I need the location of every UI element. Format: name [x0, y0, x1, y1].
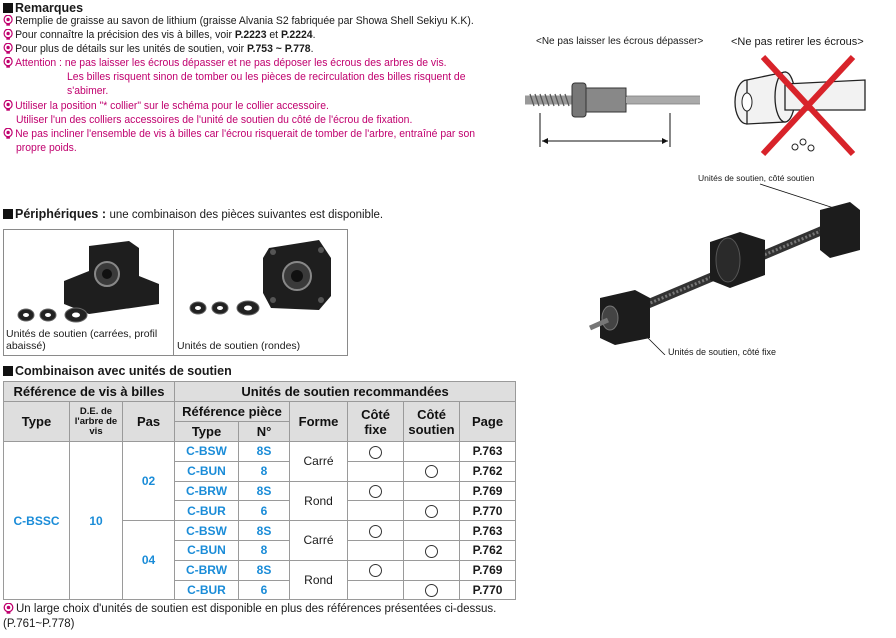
table-row	[4, 442, 516, 462]
part-type-cell: C-BRW	[175, 481, 239, 501]
caption-fixed-side: Unités de soutien, côté fixe	[668, 347, 777, 357]
part-number-cell: 8	[239, 461, 290, 481]
peripheral-round-support	[173, 229, 348, 356]
part-number-cell: 8S	[239, 481, 290, 501]
part-type-cell: C-BUR	[175, 501, 239, 521]
header-number: N°	[239, 422, 290, 442]
support-side-cell	[404, 580, 460, 600]
page-ref-cell: P.763	[460, 521, 516, 541]
header-shape: Forme	[290, 402, 348, 442]
round-support-unit-image	[259, 238, 337, 312]
circle-mark-icon	[425, 584, 438, 597]
support-side-cell	[404, 521, 460, 541]
peripheral-round-label: Unités de soutien (rondes)	[177, 340, 301, 352]
pitch-cell: 04	[123, 521, 175, 600]
part-type-cell: C-BSW	[175, 442, 239, 462]
header-page: Page	[460, 402, 516, 442]
support-side-cell	[404, 442, 460, 462]
screw-od-cell: 10	[70, 442, 123, 600]
page-ref-cell: P.762	[460, 540, 516, 560]
remark-grease: Remplie de graisse au savon de lithium (graisse Alvania S2 fabriquée par Showa Shell Sekiyu K.K).	[3, 15, 474, 29]
part-number-cell: 8S	[239, 560, 290, 580]
remark-attention: Attention : ne pas laisser les écrous dépasser et ne pas déposer les écrous des arbres de vis.	[3, 57, 447, 71]
collar-rings-image	[188, 296, 270, 320]
fixed-side-cell	[348, 481, 404, 501]
footer-pages: (P.761~P.778)	[3, 618, 75, 630]
page-ref-cell: P.763	[460, 442, 516, 462]
part-type-cell: C-BUR	[175, 580, 239, 600]
header-support-side: Côté soutien	[404, 402, 460, 442]
page-ref-cell: P.770	[460, 580, 516, 600]
header-type: Type	[4, 402, 70, 442]
part-type-cell: C-BUN	[175, 461, 239, 481]
part-type-cell: C-BRW	[175, 560, 239, 580]
lightbulb-icon	[3, 29, 13, 40]
circle-mark-icon	[425, 505, 438, 518]
header-ball-screw-ref: Référence de vis à billes	[4, 382, 175, 402]
remark-precision: Pour connaître la précision des vis à billes, voir P.2223 et P.2224.	[3, 29, 315, 43]
support-side-cell	[404, 560, 460, 580]
ball-screw-assembly-illustration	[580, 180, 870, 355]
circle-mark-icon	[369, 525, 382, 538]
shape-cell: Carré	[290, 521, 348, 561]
lightbulb-icon	[3, 128, 13, 139]
footer-note: Un large choix d'unités de soutien est disponible en plus des références présentées ci-dessus.	[3, 602, 496, 616]
shape-cell: Carré	[290, 442, 348, 482]
nut-protrude-illustration	[520, 55, 710, 150]
peripheral-square-support	[3, 229, 175, 356]
header-part-ref: Référence pièce	[175, 402, 290, 422]
shape-cell: Rond	[290, 560, 348, 600]
page-ref-cell: P.762	[460, 461, 516, 481]
caption-no-remove: <Ne pas retirer les écrous>	[731, 36, 864, 48]
part-type-cell: C-BSW	[175, 521, 239, 541]
lightbulb-icon	[3, 43, 13, 54]
part-number-cell: 8S	[239, 442, 290, 462]
caption-no-protrude: <Ne pas laisser les écrous dépasser>	[536, 36, 704, 47]
circle-mark-icon	[425, 465, 438, 478]
pitch-cell: 02	[123, 442, 175, 521]
support-side-cell	[404, 461, 460, 481]
fixed-side-cell	[348, 442, 404, 462]
fixed-side-cell	[348, 540, 404, 560]
circle-mark-icon	[369, 446, 382, 459]
circle-mark-icon	[369, 564, 382, 577]
part-type-cell: C-BUN	[175, 540, 239, 560]
lightbulb-icon	[3, 603, 14, 614]
circle-mark-icon	[369, 485, 382, 498]
header-recommended: Unités de soutien recommandées	[175, 382, 516, 402]
remark-collar: Utiliser la position "* collier" sur le schéma pour le collier accessoire.	[3, 100, 329, 114]
circle-mark-icon	[425, 545, 438, 558]
part-number-cell: 8	[239, 540, 290, 560]
header-fixed-side: Côté fixe	[348, 402, 404, 442]
page-ref-cell: P.769	[460, 560, 516, 580]
fixed-side-cell	[348, 560, 404, 580]
support-side-cell	[404, 501, 460, 521]
lightbulb-icon	[3, 15, 13, 26]
remarks-title: Remarques	[3, 1, 83, 15]
lightbulb-icon	[3, 100, 13, 111]
remark-tilt: Ne pas incliner l'ensemble de vis à billes car l'écrou risquerait de tomber de l'arbre, entraîné par son	[3, 128, 475, 142]
nut-remove-illustration	[725, 52, 875, 162]
peripherals-title: Périphériques : une combinaison des pièces suivantes est disponible.	[3, 207, 383, 221]
support-side-cell	[404, 540, 460, 560]
screw-type-cell: C-BSSC	[4, 442, 70, 600]
header-sub-type: Type	[175, 422, 239, 442]
collar-rings-image	[16, 303, 101, 327]
part-number-cell: 6	[239, 580, 290, 600]
fixed-side-cell	[348, 521, 404, 541]
remark-collar-cont: Utiliser l'un des colliers accessoires de l'unité de soutien du côté de l'écrou de fixation.	[16, 114, 413, 126]
part-number-cell: 8S	[239, 521, 290, 541]
page-ref-cell: P.769	[460, 481, 516, 501]
fixed-side-cell	[348, 501, 404, 521]
peripheral-square-label-2: abaissé)	[6, 340, 46, 352]
remark-tilt-cont: propre poids.	[16, 142, 77, 154]
remark-attention-cont: Les billes risquent sinon de tomber ou les pièces de recirculation des billes risquent de	[67, 71, 466, 83]
lightbulb-icon	[3, 57, 13, 68]
combination-title: Combinaison avec unités de soutien	[3, 364, 232, 378]
caption-support-side: Unités de soutien, côté soutien	[698, 173, 815, 183]
remark-support-pages: Pour plus de détails sur les unités de soutien, voir P.753 ~ P.778.	[3, 43, 313, 57]
header-od: D.E. de l'arbre de vis	[70, 402, 123, 442]
part-number-cell: 6	[239, 501, 290, 521]
fixed-side-cell	[348, 461, 404, 481]
header-pitch: Pas	[123, 402, 175, 442]
combination-table	[3, 381, 516, 600]
shape-cell: Rond	[290, 481, 348, 521]
remark-attention-cont2: s'abimer.	[67, 85, 109, 97]
support-side-cell	[404, 481, 460, 501]
page-ref-cell: P.770	[460, 501, 516, 521]
peripheral-square-label-1: Unités de soutien (carrées, profil	[6, 328, 158, 340]
fixed-side-cell	[348, 580, 404, 600]
